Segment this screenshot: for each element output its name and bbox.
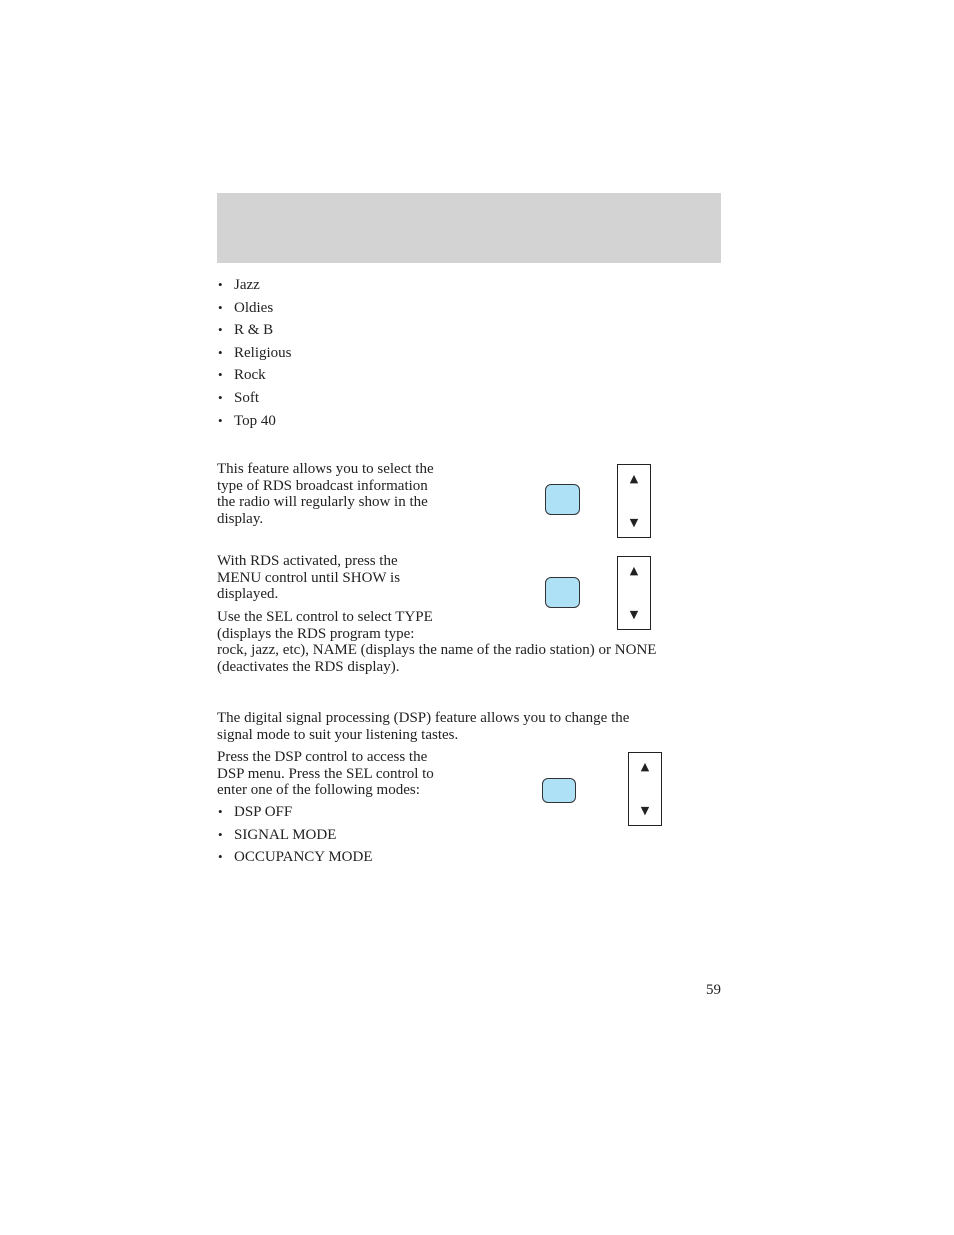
bullet-icon: • [218, 299, 223, 315]
bullet-icon: • [218, 277, 223, 292]
list-item: • Religious [218, 344, 292, 361]
list-item: • OCCUPANCY MODE [218, 849, 373, 866]
page-number: 59 [706, 982, 721, 998]
list-item: • DSP OFF [218, 804, 293, 820]
arrow-down-icon: ▼ [640, 804, 650, 817]
list-item: • Soft [218, 389, 260, 406]
menu-button-icon [545, 577, 580, 608]
bullet-icon: • [218, 804, 223, 819]
arrow-down-icon: ▼ [629, 608, 639, 621]
menu-button-icon [545, 484, 580, 515]
program-type-list [217, 276, 292, 434]
section-header-band [217, 193, 721, 263]
list-item: • Rock [218, 367, 266, 384]
show-step1-paragraph: With RDS activated, press the MENU control until SHOW is displayed. [217, 553, 401, 602]
list-item: • Oldies [218, 299, 274, 316]
bullet-icon: • [218, 367, 223, 383]
arrow-down-icon: ▼ [629, 516, 639, 529]
list-item: • Jazz [218, 277, 260, 293]
bullet-icon: • [218, 412, 223, 428]
list-item: • Top 40 [218, 412, 276, 429]
list-item: • SIGNAL MODE [218, 826, 337, 843]
arrow-up-icon: ▲ [629, 472, 639, 485]
sel-rocker-icon [617, 464, 651, 538]
dsp-mode-list [217, 803, 373, 871]
dsp-button-icon [542, 778, 576, 803]
arrow-up-icon: ▲ [640, 760, 650, 773]
arrow-up-icon: ▲ [629, 564, 639, 577]
bullet-icon: • [218, 849, 223, 865]
dsp-step-paragraph: Press the DSP control to access the DSP menu. Press the SEL control to enter one of the following modes: [217, 749, 434, 798]
bullet-icon: • [218, 322, 223, 338]
bullet-icon: • [218, 344, 223, 360]
show-step2-paragraph: Use the SEL control to select TYPE (displays the RDS program type: rock, jazz, etc), NAME (displays the name of the radio station) or NONE (deactivates the RDS display). [217, 609, 657, 675]
bullet-icon: • [218, 826, 223, 842]
sel-rocker-icon [628, 752, 662, 826]
dsp-intro-paragraph: The digital signal processing (DSP) feature allows you to change the signal mode to suit your listening tastes. [217, 710, 630, 743]
list-item: • R & B [218, 322, 274, 339]
show-intro-paragraph: This feature allows you to select the type of RDS broadcast information the radio will regularly show in the display. [217, 461, 434, 527]
bullet-icon: • [218, 389, 223, 405]
